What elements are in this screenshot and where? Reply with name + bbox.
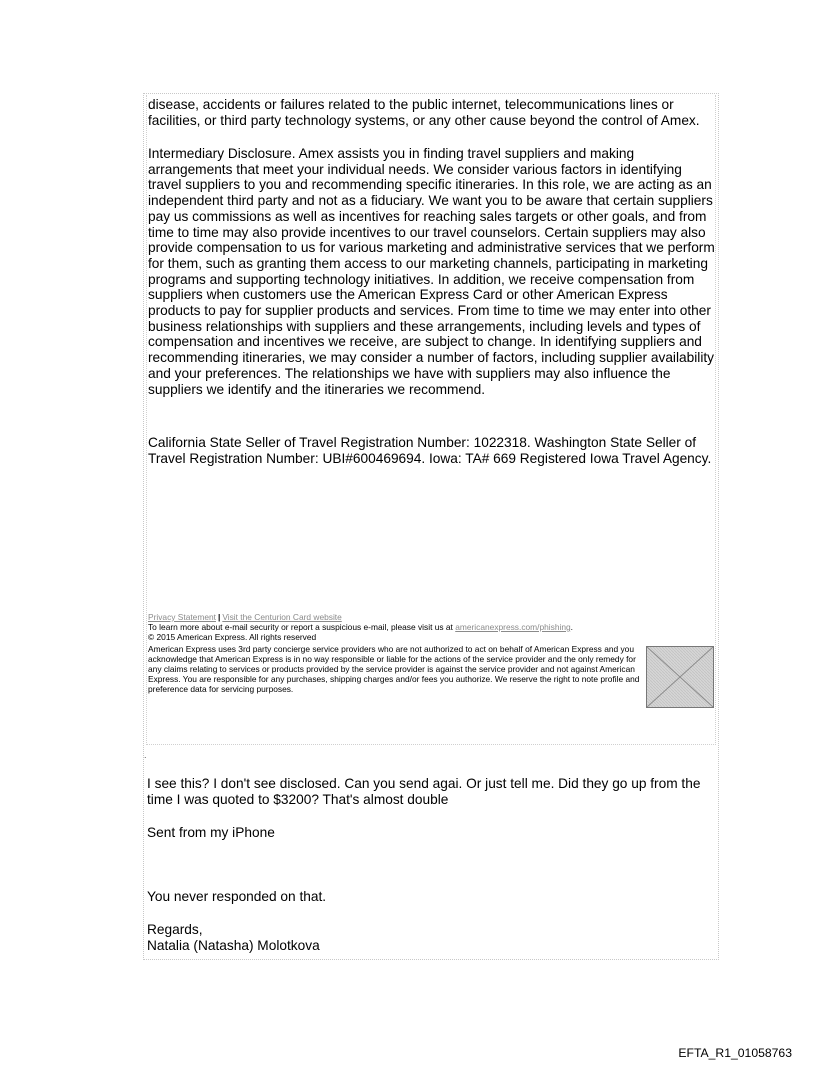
reply-followup: You never responded on that.	[147, 889, 327, 904]
footer-copyright: © 2015 American Express. All rights reserved	[148, 632, 317, 642]
centurion-card-link[interactable]: Visit the Centurion Card website	[222, 612, 342, 622]
footer-links	[148, 612, 716, 622]
security-text: To learn more about e-mail security or report a suspicious e-mail, please visit us at	[148, 622, 453, 632]
image-placeholder-icon	[646, 646, 714, 708]
reply-closing: Regards,	[147, 922, 203, 937]
footer-separator: |	[217, 612, 221, 622]
footer-security-note	[148, 622, 716, 632]
separator-dot: .	[144, 750, 147, 760]
document-id: EFTA_R1_01058763	[678, 1046, 792, 1060]
paragraph-liability: disease, accidents or failures related to the public internet, telecommunications lines or facilities, or third party technology systems, or any other cause beyond the control of Amex.	[148, 97, 700, 128]
reply-signature: Sent from my iPhone	[147, 825, 275, 840]
reply-question: I see this? I don't see disclosed. Can you send agai. Or just tell me. Did they go up from the time I was quoted to $3200? That's almost double	[147, 776, 701, 807]
paragraph-intermediary-disclosure: Intermediary Disclosure. Amex assists you in finding travel suppliers and making arrangements that meet your individual needs. We consider various factors in identifying travel suppliers to you and recommending specific itineraries. In this role, we are acting as an independent third party and not as a fiduciary. We want you to be aware that certain suppliers pay us commissions as well as incentives for reaching sales targets or other goals, and from time to time may also provide incentives to our travel counselors. Certain suppliers may also provide compensation to us for various marketing and administrative services that we perform for them, such as granting them access to our marketing channels, participating in marketing programs and supporting technology initiatives. In addition, we receive compensation from suppliers when customers use the American Express Card or other American Express products to pay for supplier products and services. From time to time we may enter into other business relationships with suppliers and these arrangements, including levels and types of compensation and incentives we receive, are subject to change. In identifying suppliers and recommending itineraries, we may consider a number of factors, including supplier availability and your preferences. The relationships we have with suppliers may also influence the suppliers we identify and the itineraries we recommend.	[148, 146, 715, 397]
footer-disclaimer: American Express uses 3rd party concierge service providers who are not authorized to act on behalf of American Express and you acknowledge that American Express is in no way responsible or liable for the actions of the service provider and the only remedy for any claims relating to services or products provided by the service provider is against the service provider and not against American Express. You are responsible for any purchases, shipping charges and/or fees you authorize. We reserve the right to note profile and preference data for servicing purposes.	[148, 644, 640, 695]
privacy-statement-link[interactable]: Privacy Statement	[148, 612, 216, 622]
security-end: .	[570, 622, 573, 632]
phishing-link[interactable]: americanexpress.com/phishing	[455, 622, 571, 632]
reply-sender-name: Natalia (Natasha) Molotkova	[147, 938, 320, 953]
paragraph-seller-of-travel: California State Seller of Travel Registration Number: 1022318. Washington State Seller of Travel Registration Number: UBI#600469694. Iowa: TA# 669 Registered Iowa Travel Agency.	[148, 435, 712, 466]
